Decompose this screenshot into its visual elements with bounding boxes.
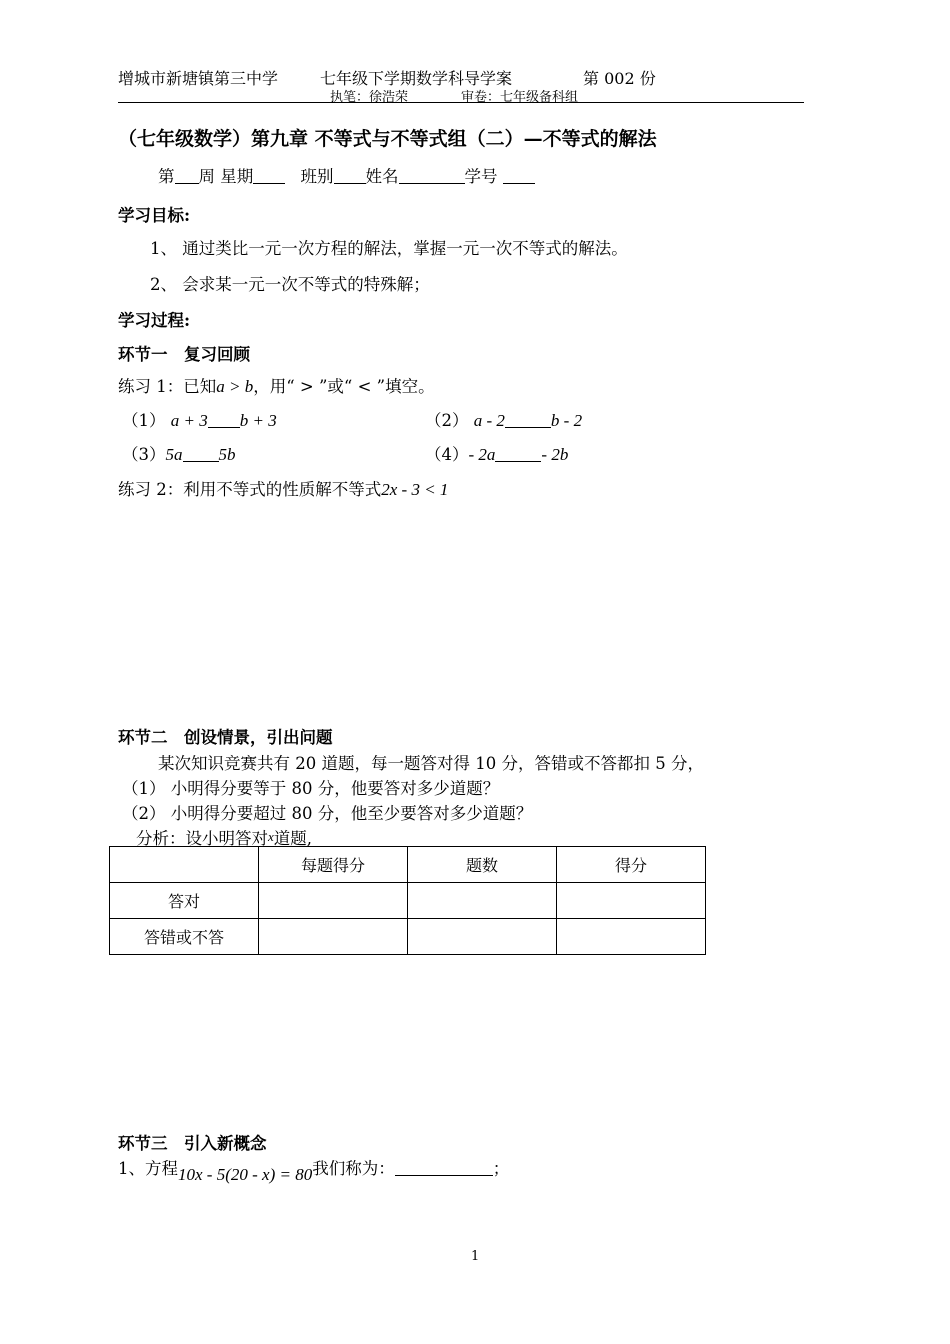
item-left: a - 2	[473, 411, 505, 430]
table-cell[interactable]	[408, 919, 557, 955]
item-right: 5b	[218, 445, 236, 464]
table-header-cell: 题数	[408, 847, 557, 883]
week-suffix: 周 星期	[198, 167, 254, 186]
header-course: 七年级下学期数学科导学案	[320, 69, 513, 88]
table-cell[interactable]	[408, 883, 557, 919]
name-blank[interactable]	[399, 167, 465, 184]
item-left: - 2a	[468, 445, 496, 464]
table-row-label: 答错或不答	[110, 919, 259, 955]
objective-item-2: 2、 会求某一元一次不等式的特殊解；	[150, 275, 430, 294]
item-left: a + 3	[170, 411, 208, 430]
answer-blank[interactable]	[505, 411, 551, 428]
problem-question-2: （2） 小明得分要超过 80 分，他至少要答对多少道题？	[122, 804, 533, 823]
class-blank[interactable]	[334, 167, 366, 184]
table-row	[110, 883, 706, 919]
student-number-blank[interactable]	[503, 167, 535, 184]
page-number: 1	[471, 1249, 480, 1264]
table-header-cell: 得分	[557, 847, 706, 883]
concept-answer-blank[interactable]	[395, 1159, 493, 1176]
exercise1-item-1	[122, 407, 277, 431]
number-label: 学号	[464, 167, 498, 186]
concept-prefix: 1、方程	[118, 1159, 178, 1178]
item-num: （2）	[425, 411, 469, 430]
exercise2-prefix: 练习 2：利用不等式的性质解不等式	[118, 480, 382, 499]
answer-blank[interactable]	[495, 445, 541, 462]
table-cell[interactable]	[259, 883, 408, 919]
exercise1-item-3	[122, 441, 236, 465]
student-info-line	[158, 163, 535, 187]
header-reviewer: 审卷：七年级备科组	[461, 90, 579, 105]
item-num: （4）	[425, 445, 469, 464]
class-label: 班别	[300, 167, 334, 186]
header-school: 增城市新塘镇第三中学	[118, 69, 279, 88]
name-label: 姓名	[365, 167, 399, 186]
objective-item-1: 1、 通过类比一元一次方程的解法，掌握一元一次不等式的解法。	[150, 239, 628, 258]
concept-end: ；	[492, 1159, 510, 1178]
problem-intro: 某次知识竞赛共有 20 道题，每一题答对得 10 分，答错或不答都扣 5 分，	[158, 754, 704, 773]
section2-heading: 环节二 创设情景，引出问题	[118, 728, 333, 747]
table-header-cell: 每题得分	[259, 847, 408, 883]
exercise2-line	[118, 476, 448, 500]
item-right: b - 2	[550, 411, 583, 430]
exercise1-suffix: ，用“ > ”或“ < ”填空。	[253, 377, 435, 396]
table-header-row	[110, 847, 706, 883]
header-author: 执笔：徐浩荣	[330, 90, 409, 105]
week-blank[interactable]	[175, 167, 199, 184]
exercise1-prefix: 练习 1：已知	[118, 377, 217, 396]
table-header-cell	[110, 847, 259, 883]
problem-question-1: （1） 小明得分要等于 80 分，他要答对多少道题？	[122, 779, 500, 798]
item-num: （1）	[122, 411, 166, 430]
item-right: - 2b	[541, 445, 569, 464]
table-cell[interactable]	[259, 919, 408, 955]
header-rule	[118, 102, 804, 103]
table-row	[110, 919, 706, 955]
exercise1-line	[118, 373, 435, 397]
page-title: （七年级数学）第九章 不等式与不等式组（二）—不等式的解法	[118, 128, 657, 150]
score-table	[109, 846, 706, 955]
concept-item-1	[118, 1155, 509, 1185]
table-cell[interactable]	[557, 919, 706, 955]
item-num: （3）	[122, 445, 166, 464]
process-heading: 学习过程:	[118, 311, 191, 330]
exercise1-item-4	[425, 441, 568, 465]
exercise1-item-2	[425, 407, 582, 431]
item-left: 5a	[165, 445, 183, 464]
section3-heading: 环节三 引入新概念	[118, 1134, 267, 1153]
analysis-prefix: 分析：设小明答对	[136, 829, 268, 848]
weekday-blank[interactable]	[253, 167, 285, 184]
answer-blank[interactable]	[208, 411, 240, 428]
concept-equation: 10x - 5(20 - x) = 80	[178, 1165, 313, 1184]
exercise2-inequality: 2x - 3 < 1	[381, 480, 449, 499]
analysis-var: x	[268, 829, 274, 844]
answer-blank[interactable]	[183, 445, 219, 462]
header-number: 第 002 份	[583, 69, 656, 88]
table-cell[interactable]	[557, 883, 706, 919]
item-right: b + 3	[239, 411, 277, 430]
concept-suffix: 我们称为：	[312, 1159, 395, 1178]
analysis-suffix: 道题,	[273, 829, 313, 848]
table-row-label: 答对	[110, 883, 259, 919]
exercise1-condition: a > b	[216, 377, 254, 396]
week-prefix: 第	[158, 167, 175, 186]
objectives-heading: 学习目标:	[118, 206, 191, 225]
section1-heading: 环节一 复习回顾	[118, 345, 250, 364]
